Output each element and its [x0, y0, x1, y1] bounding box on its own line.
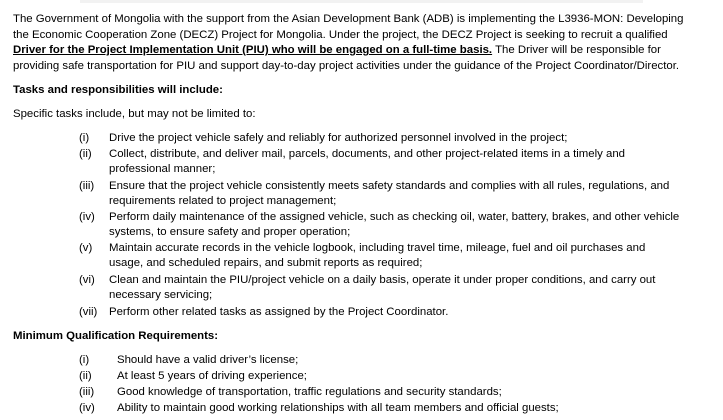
task-number: (iv)	[79, 211, 95, 223]
task-text: requirements related to project management;	[109, 195, 337, 207]
task-number: (vii)	[79, 306, 98, 318]
task-text: Collect, distribute, and deliver mail, parcels, documents, and other project-related items in a timely and	[109, 148, 625, 160]
task-number: (iii)	[79, 180, 95, 192]
task-text: Drive the project vehicle safely and reliably for authorized personnel involved in the project;	[109, 132, 568, 144]
tasks-lead: Specific tasks include, but may not be limited to:	[13, 108, 256, 120]
qualification-number: (iii)	[79, 386, 95, 398]
task-text: professional manner;	[109, 163, 216, 175]
task-number: (vi)	[79, 274, 95, 286]
top-divider	[80, 0, 643, 3]
qualification-number: (ii)	[79, 370, 92, 382]
task-text: Ensure that the project vehicle consistently meets safety standards and complies with all rules, regulations, and	[109, 180, 670, 192]
qualification-text: Should have a valid driver’s license;	[117, 354, 299, 366]
intro-line: providing safe transportation for PIU and support day-to-day project activities under the guidance of the Project Coordinator/Director.	[13, 59, 680, 72]
intro-line-rest: The Driver will be responsible for	[492, 44, 661, 56]
task-text: Clean and maintain the PIU/project vehicle on a daily basis, operate it under proper conditions, and carry out	[109, 274, 656, 286]
task-number: (v)	[79, 242, 93, 254]
qualification-text: Ability to maintain good working relationships with all team members and official guests;	[117, 402, 559, 414]
task-number: (i)	[79, 132, 90, 144]
task-text: Perform daily maintenance of the assigned vehicle, such as checking oil, water, battery, brakes, and other vehicle	[109, 211, 680, 223]
qualification-text: Good knowledge of transportation, traffic regulations and security standards;	[117, 386, 502, 398]
intro-line: the Economic Cooperation Zone (DECZ) Project for Mongolia. Under the project, the DECZ Project is seeking to recruit a qualified	[13, 28, 668, 41]
task-text: Maintain accurate records in the vehicle logbook, including travel time, mileage, fuel and oil purchases and	[109, 242, 646, 254]
task-number: (ii)	[79, 148, 92, 160]
task-text: Perform other related tasks as assigned by the Project Coordinator.	[109, 306, 449, 318]
tasks-heading: Tasks and responsibilities will include:	[13, 84, 223, 96]
qualification-text: At least 5 years of driving experience;	[117, 370, 307, 382]
position-title: Driver for the Project Implementation Unit (PIU) who will be engaged on a full-time basis.	[13, 44, 493, 56]
qualifications-heading: Minimum Qualification Requirements:	[13, 330, 219, 342]
task-text: systems, to ensure safety and proper operation;	[109, 226, 351, 238]
qualification-number: (i)	[79, 354, 90, 366]
task-text: usage, and scheduled repairs, and submit reports as required;	[109, 257, 423, 269]
qualification-number: (iv)	[79, 402, 95, 414]
task-text: necessary servicing;	[109, 289, 213, 301]
intro-line: The Government of Mongolia with the support from the Asian Development Bank (ADB) is implementing the L3936-MON: Developing	[13, 13, 684, 25]
intro-line	[13, 43, 715, 59]
intro-paragraph	[13, 12, 715, 74]
